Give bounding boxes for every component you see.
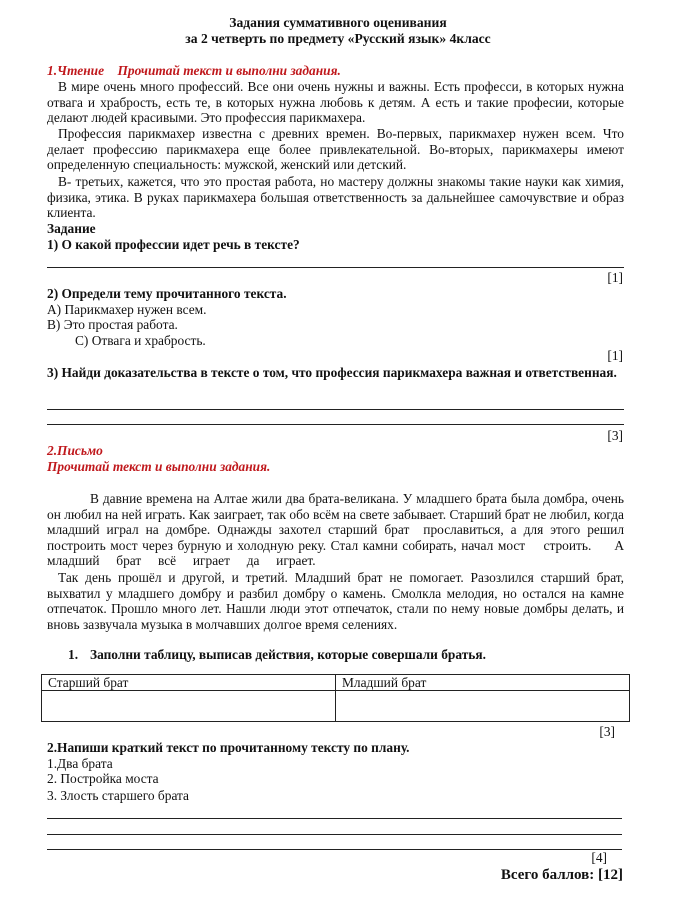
question-1-score: [1] (607, 270, 623, 285)
table-header-younger-brother: Младший брат (336, 675, 630, 691)
plan-item-3: 3. Злость старшего брата (47, 788, 190, 803)
task-2-score: [4] (591, 850, 607, 865)
question-3-score: [3] (607, 428, 623, 443)
task-label: Задание (47, 221, 96, 236)
section2-subheading: Прочитай текст и выполни задания. (47, 459, 271, 474)
task-1-number: 1. (68, 647, 79, 662)
older-brother-answer-cell[interactable] (42, 691, 336, 722)
younger-brother-answer-cell[interactable] (336, 691, 630, 722)
section1-paragraph-3: В- третьих, кажется, что это простая работа, но мастеру должны знакомы такие науки как химия, физика, этика. В руках парикмахера большая ответственность за дальнейшее самочувствие и образ клиента. (47, 174, 624, 221)
question-1: 1) О какой профессии идет речь в тексте? (47, 237, 300, 252)
answer-line[interactable] (47, 409, 624, 410)
section2-heading: 2.Письмо (47, 443, 103, 458)
document-subtitle: за 2 четверть по предмету «Русский язык» 4класс (185, 31, 491, 46)
question-2-option-a: А) Парикмахер нужен всем. (47, 302, 207, 317)
section1-paragraph-2: Профессия парикмахер известна с древних времен. Во-первых, парикмахер нужен всем. Что делает профессию парикмахера еще более привлекательной. Во-вторых, парикмахеры имеют определенную специальность: мужской, женский или детский. (47, 126, 624, 173)
question-2-option-c: С) Отвага и храбрость. (75, 333, 206, 348)
task-1-instruction: Заполни таблицу, выписав действия, которые совершали братья. (90, 647, 486, 662)
question-2-score: [1] (607, 348, 623, 363)
table-header-older-brother: Старший брат (42, 675, 336, 691)
section2-paragraph-2: Так день прошёл и другой, и третий. Младший брат не помогает. Разозлился старший брат, выхватил у младшего домбру и разбил домбру о камень. Смолкла мелодия, но остался на камне отпечаток. Прошло много лет. Нашли люди этот отпечаток, стали по нему новые домбры делать, и вновь зазвучала музыка в молчавших долгое время селениях. (47, 570, 624, 632)
answer-line[interactable] (47, 834, 622, 835)
question-2: 2) Определи тему прочитанного текста. (47, 286, 287, 301)
task-1-score: [3] (599, 724, 615, 739)
answer-line[interactable] (47, 849, 622, 850)
plan-item-1: 1.Два брата (47, 756, 113, 771)
question-3: 3) Найди доказательства в тексте о том, что профессия парикмахера важная и ответственная. (47, 365, 617, 380)
answer-line[interactable] (47, 267, 624, 268)
brothers-actions-table (41, 674, 630, 722)
answer-line[interactable] (47, 424, 624, 425)
plan-item-2: 2. Постройка моста (47, 771, 159, 786)
document-title: Задания суммативного оценивания (229, 15, 447, 30)
answer-line[interactable] (47, 818, 622, 819)
question-2-option-b: В) Это простая работа. (47, 317, 178, 332)
total-score: Всего баллов: [12] (500, 867, 623, 883)
section1-paragraph-1: В мире очень много профессий. Все они очень нужны и важны. Есть професси, в которых нужна отвага и храбрость, есть те, в которых нужна любовь к детям. А есть и такие професии, которые делают людей красивыми. Это профессия парикмахера. (47, 79, 624, 126)
section2-paragraph-1: В давние времена на Алтае жили два брата-великана. У младшего брата была домбра, очень он любил на ней играть. Как заиграет, так обо всём на свете забывает. Старший брат не любил, когда младший играл на домбре. Однажды захотел старший брат прославиться, а для этого решил построить мост через бурную и холодную реку. Стал камни собирать, начал мост строить. А младший брат всё играет да играет. (47, 491, 641, 569)
task-2-instruction: 2.Напиши краткий текст по прочитанному тексту по плану. (47, 740, 410, 755)
section1-heading: 1.Чтение Прочитай текст и выполни задания. (47, 63, 341, 78)
